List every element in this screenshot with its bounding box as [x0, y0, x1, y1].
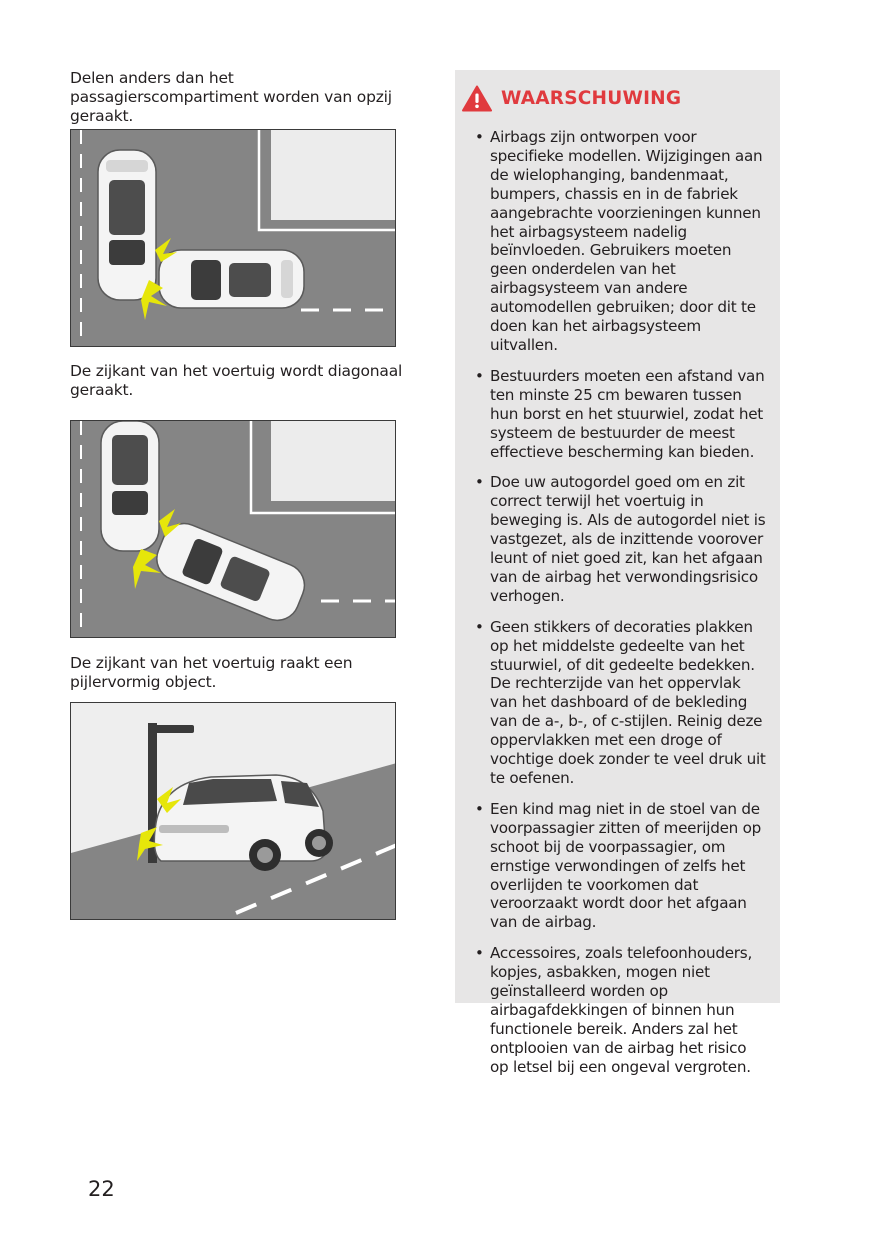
bullet-icon: • — [475, 473, 484, 492]
bullet-icon: • — [475, 128, 484, 146]
warning-item — [462, 800, 768, 932]
warning-header — [462, 78, 768, 118]
car-b-illustration — [159, 250, 304, 308]
bullet-icon: • — [475, 944, 484, 963]
warning-item — [462, 367, 768, 462]
warning-item-text: Accessoires, zoals telefoonhouders, kopjes, asbakken, mogen niet geïnstalleerd worden op airbagafdekkingen of binnen hun functionele bereik. Anders zal het ontplooien van de airbag het risico op letsel bij een ongeval vergroten. — [490, 944, 753, 1076]
warning-item-text: Een kind mag niet in de stoel van de voorpassagier zitten of meerijden op schoot bij de voorpassagier, om ernstige verwondingen of zelfs het overlijden te voorkomen dat veroorzaakt wordt door het afgaan van de airbag. — [490, 799, 762, 932]
warning-item-text: Doe uw autogordel goed om en zit correct terwijl het voertuig in beweging is. Als de autogordel niet is vastgezet, als de inzittende voorover leunt of niet goed zit, kan het afgaan van de airbag het verwondingsrisico verhogen. — [490, 473, 766, 605]
bullet-icon: • — [475, 617, 484, 636]
figure-2-caption: De zijkant van het voertuig wordt diagonaal geraakt. — [70, 362, 403, 399]
warning-list — [462, 128, 768, 1077]
bullet-icon: • — [475, 366, 484, 385]
figure-1-side-impact-illustration — [70, 129, 396, 347]
figure-2-diagonal-impact-illustration — [70, 420, 396, 638]
figure-3-caption: De zijkant van het voertuig raakt een pijlervormig object. — [70, 654, 353, 691]
car-a-illustration — [101, 421, 159, 551]
warning-box — [455, 70, 780, 1076]
warning-title: WAARSCHUWING — [501, 87, 682, 109]
warning-item-text: Airbags zijn ontworpen voor specifieke modellen. Wijzigingen aan de wielophanging, bandenmaat, bumpers, chassis en in de fabriek aangebrachte voorzieningen kunnen het airbagsysteem nadelig beïnvloeden. Gebruikers moeten geen onderdelen van het airbagsysteem van andere automodellen gebruiken; door dit te doen kan het airbagsysteem uitvallen. — [490, 128, 763, 354]
bullet-icon: • — [475, 799, 484, 818]
warning-item-text: Geen stikkers of decoraties plakken op het middelste gedeelte van het stuurwiel, of dit gedeelte bedekken. De rechterzijde van het oppervlak van het dashboard of de bekleding van de a-, b-, of c-stijlen. Reinig deze oppervlakken met een droge of vochtige doek zonder te veel druk uit te oefenen. — [490, 617, 766, 787]
car-a-illustration — [98, 150, 156, 300]
warning-item — [462, 128, 768, 355]
figure-1-caption: Delen anders dan het passagierscompartiment worden van opzij geraakt. — [70, 69, 392, 125]
warning-item — [462, 473, 768, 605]
warning-triangle-icon — [462, 85, 492, 112]
warning-item — [462, 618, 768, 788]
page-number: 22 — [88, 1177, 115, 1201]
warning-item-text: Bestuurders moeten een afstand van ten minste 25 cm bewaren tussen hun borst en het stuurwiel, zodat het systeem de bestuurder de meest effectieve bescherming kan bieden. — [490, 366, 765, 461]
warning-item — [462, 944, 768, 1076]
suv-illustration — [154, 775, 333, 871]
figure-3-pole-impact-illustration — [70, 702, 396, 920]
